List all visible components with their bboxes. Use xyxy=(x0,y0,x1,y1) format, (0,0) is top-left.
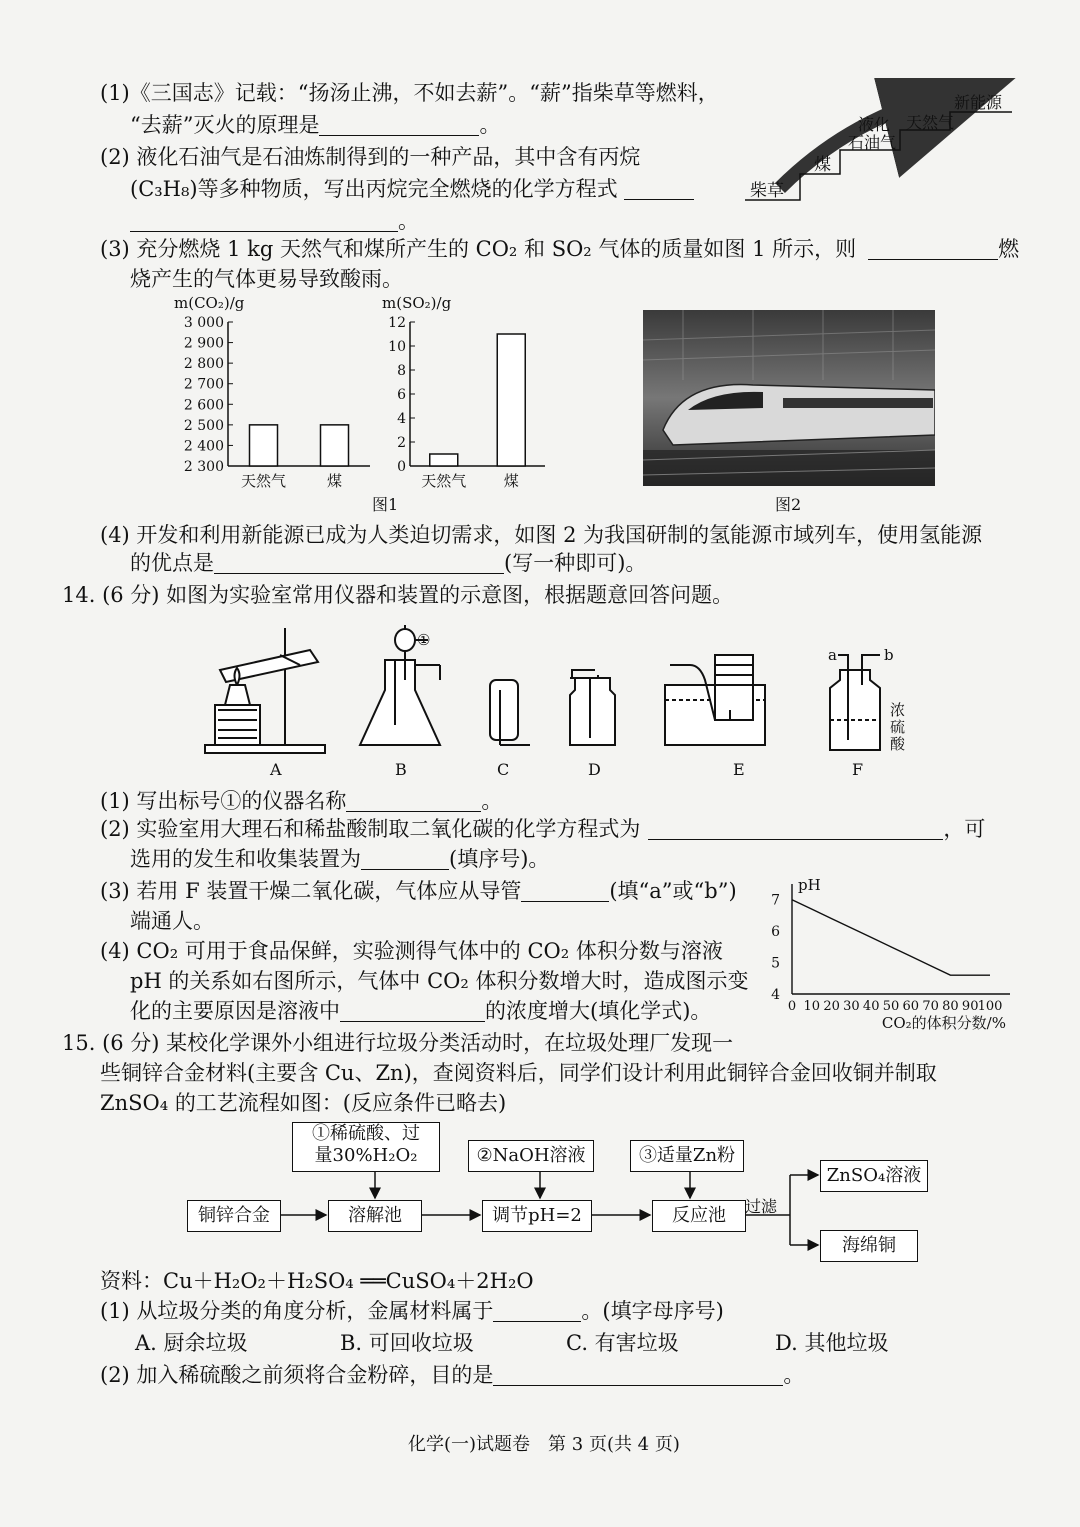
step-alloy: 铜锌合金 xyxy=(187,1200,281,1232)
q14-p3-line2: 端通人。 xyxy=(130,909,214,933)
option-a[interactable]: A. 厨余垃圾 xyxy=(135,1331,248,1355)
q13-p1-line1: (1)《三国志》记载：“扬汤止沸，不如去薪”。“薪”指柴草等燃料， xyxy=(100,81,719,105)
x-tick-label: 30 xyxy=(843,999,860,1014)
y-tick-label: 2 900 xyxy=(183,335,224,352)
y-tick-label: 6 xyxy=(771,924,780,941)
answer-blank-15-2[interactable] xyxy=(493,1363,783,1386)
q13-p3-text: (3) 充分燃烧 1 kg 天然气和煤所产生的 CO₂ 和 SO₂ 气体的质量如图 1 所示，则 xyxy=(100,237,857,261)
train-body xyxy=(663,385,935,445)
y-tick-label: 2 500 xyxy=(183,417,224,434)
label-f: F xyxy=(852,760,864,779)
option-c[interactable]: C. 有害垃圾 xyxy=(566,1331,679,1355)
acid-2: 硫 xyxy=(890,718,906,736)
q14-p2-line1 xyxy=(100,814,985,844)
q14-p1-text: (1) 写出标号①的仪器名称 xyxy=(100,789,347,813)
mark-1: ① xyxy=(417,631,431,649)
answer-blank-13-4[interactable] xyxy=(214,551,504,574)
y-axis-label: pH xyxy=(798,876,821,894)
y-tick-label: 7 xyxy=(771,892,780,909)
step-reactor: 反应池 xyxy=(652,1200,746,1232)
q14-p2-text2: 选用的发生和收集装置为 xyxy=(130,847,361,871)
x-tick-label: 天然气 xyxy=(240,472,287,490)
answer-blank-14-2a[interactable] xyxy=(648,817,943,840)
bar xyxy=(250,425,278,466)
q14-p2-line2 xyxy=(130,844,549,874)
label-d: D xyxy=(588,760,601,779)
q15-info: 资料：Cu＋H₂O₂＋H₂SO₄ ══CuSO₄＋2H₂O xyxy=(100,1269,534,1293)
step-gas: 天然气 xyxy=(906,113,955,132)
q14-head: 14. (6 分) 如图为实验室常用仪器和装置的示意图，根据题意回答问题。 xyxy=(62,583,734,607)
q15-head-2: 些铜锌合金材料(主要含 Cu、Zn)，查阅资料后，同学们设计利用此铜锌合金回收铜并制取 xyxy=(100,1061,937,1085)
answer-blank-14-1[interactable] xyxy=(346,789,481,812)
reagent-1-box xyxy=(292,1122,440,1172)
page-footer: 化学(一)试题卷 第 3 页(共 4 页) xyxy=(408,1434,680,1455)
product-znso4: ZnSO₄溶液 xyxy=(820,1160,928,1192)
y-tick-label: 2 800 xyxy=(183,356,224,373)
answer-blank-13-3[interactable] xyxy=(868,237,998,260)
answer-blank-14-2b[interactable] xyxy=(361,847,449,870)
q14-p2-tail: ，可 xyxy=(943,817,986,841)
q14-p4-end: 的浓度增大(填化学式)。 xyxy=(485,999,712,1023)
q15-p1 xyxy=(100,1296,724,1326)
reagent-2-box: ②NaOH溶液 xyxy=(468,1140,594,1172)
label-c: C xyxy=(497,760,510,779)
q13-p2-text: (C₃H₈)等多种物质，写出丙烷完全燃烧的化学方程式 xyxy=(130,177,618,201)
q14-p3-text: (3) 若用 F 装置干燥二氧化碳，气体应从导管 xyxy=(100,879,522,903)
fig2-caption: 图2 xyxy=(775,495,802,514)
q14-p4-text: 化的主要原因是溶液中 xyxy=(130,999,340,1023)
y-axis-label: m(CO₂)/g xyxy=(174,294,245,312)
apparatus-e xyxy=(665,655,765,745)
x-tick-label: 50 xyxy=(882,999,900,1014)
filter-label: 过滤 xyxy=(745,1197,778,1216)
x-tick-label: 80 xyxy=(942,999,959,1014)
q14-p4-line3 xyxy=(130,996,711,1026)
chart-ph xyxy=(758,870,1028,1035)
x-tick-label: 90 xyxy=(961,999,979,1014)
q15-head-3: ZnSO₄ 的工艺流程如图：(反应条件已略去) xyxy=(100,1091,507,1115)
y-tick-label: 4 xyxy=(397,411,406,427)
q13-p4-end: (写一种即可)。 xyxy=(504,551,647,575)
answer-blank-15-1[interactable] xyxy=(493,1299,581,1322)
reagent-3-box: ③适量Zn粉 xyxy=(630,1140,744,1172)
q13-p2-end: 。 xyxy=(398,209,419,233)
bar xyxy=(321,425,349,466)
y-tick-label: 3 000 xyxy=(183,315,224,331)
y-axis-label: m(SO₂)/g xyxy=(382,294,452,312)
q13-p2-line1: (2) 液化石油气是石油炼制得到的一种产品，其中含有丙烷 xyxy=(100,145,641,169)
x-tick-label: 0 xyxy=(787,999,797,1014)
apparatus-c xyxy=(490,680,530,745)
step-chaicao: 柴草 xyxy=(750,181,784,201)
y-tick-label: 2 400 xyxy=(183,438,224,455)
x-tick-label: 100 xyxy=(977,999,1003,1014)
q13-p2-line2 xyxy=(130,174,694,204)
y-tick-label: 6 xyxy=(397,387,406,403)
answer-blank-13-2b[interactable] xyxy=(130,209,398,232)
product-sponge-copper: 海绵铜 xyxy=(820,1230,918,1262)
q15-p2-text: (2) 加入稀硫酸之前须将合金粉碎，目的是 xyxy=(100,1363,494,1387)
fig1-caption: 图1 xyxy=(372,495,399,514)
q13-p4-line2 xyxy=(130,548,646,578)
answer-blank-13-2a[interactable] xyxy=(624,177,694,200)
q14-p1-end: 。 xyxy=(481,789,503,813)
label-b: B xyxy=(395,760,407,779)
label-e: E xyxy=(733,760,745,779)
step-new-energy: 新能源 xyxy=(954,93,1003,112)
q14-p2-end: (填序号)。 xyxy=(449,847,550,871)
answer-blank-14-3[interactable] xyxy=(521,879,609,902)
apparatus-a xyxy=(205,628,325,753)
q15-p2-end: 。 xyxy=(783,1363,805,1387)
option-b[interactable]: B. 可回收垃圾 xyxy=(340,1331,474,1355)
energy-staircase xyxy=(740,78,1020,208)
q13-p4-line1: (4) 开发和利用新能源已成为人类迫切需求，如图 2 为我国研制的氢能源市域列车，使用氢能源 xyxy=(100,523,983,547)
y-tick-label: 5 xyxy=(771,955,780,972)
q13-p3-line2: 烧产生的气体更易导致酸雨。 xyxy=(130,267,403,291)
q15-p1-end: 。(填字母序号) xyxy=(581,1299,724,1323)
chart-co2 xyxy=(170,290,390,490)
answer-blank-14-4[interactable] xyxy=(340,999,485,1022)
hydrogen-train-photo xyxy=(643,310,935,486)
apparatus-d xyxy=(570,670,615,745)
acid-1: 浓 xyxy=(890,701,906,719)
q13-p2-line3 xyxy=(130,206,419,236)
y-tick-label: 12 xyxy=(388,315,406,331)
x-tick-label: 煤 xyxy=(326,472,343,490)
y-tick-label: 8 xyxy=(397,363,406,379)
q14-p4-line2: pH 的关系如右图所示，气体中 CO₂ 体积分数增大时，造成图示变 xyxy=(130,969,749,993)
q13-p4-text: 的优点是 xyxy=(130,551,214,575)
q14-p4-line1: (4) CO₂ 可用于食品保鲜，实验测得气体中的 CO₂ 体积分数与溶液 xyxy=(100,939,723,963)
y-tick-label: 10 xyxy=(388,339,406,355)
q13-p1-line2 xyxy=(130,110,500,140)
y-tick-label: 2 600 xyxy=(183,397,224,414)
x-tick-label: 70 xyxy=(922,999,939,1014)
y-tick-label: 2 300 xyxy=(183,459,224,475)
q14-p1 xyxy=(100,786,502,816)
x-tick-label: 60 xyxy=(902,999,920,1014)
q13-p3-tail: 燃 xyxy=(998,237,1020,261)
answer-blank-13-1[interactable] xyxy=(319,113,479,136)
q15-p1-text: (1) 从垃圾分类的角度分析，金属材料属于 xyxy=(100,1299,494,1323)
bar xyxy=(497,334,525,466)
x-tick-label: 20 xyxy=(823,999,840,1014)
x-tick-label: 天然气 xyxy=(421,472,467,490)
apparatus-f xyxy=(830,655,880,750)
ph-curve xyxy=(792,900,990,975)
x-tick-label: 40 xyxy=(862,999,880,1014)
step-coal: 煤 xyxy=(814,155,831,175)
tube-a-label: a xyxy=(828,646,837,664)
step-lpg-1: 液化 xyxy=(858,115,891,134)
q13-p1-text: “去薪”灭火的原理是 xyxy=(130,113,320,137)
q14-p3-tail: (填“a”或“b”) xyxy=(609,879,737,903)
x-tick-label: 10 xyxy=(803,999,821,1014)
option-d[interactable]: D. 其他垃圾 xyxy=(775,1331,889,1355)
label-a: A xyxy=(270,760,282,779)
x-tick-label: 煤 xyxy=(503,472,519,490)
acid-3: 酸 xyxy=(890,735,906,753)
reagent-1-line2: 量30%H₂O₂ xyxy=(314,1145,418,1166)
step-dissolve: 溶解池 xyxy=(328,1200,422,1232)
bar xyxy=(430,454,458,466)
y-tick-label: 2 700 xyxy=(183,376,224,393)
tube-b-label: b xyxy=(884,646,894,664)
apparatus-figure xyxy=(200,620,940,785)
y-tick-label: 0 xyxy=(397,459,406,475)
q14-p2-text: (2) 实验室用大理石和稀盐酸制取二氧化碳的化学方程式为 xyxy=(100,817,641,841)
step-adjust-ph: 调节pH=2 xyxy=(482,1200,592,1232)
q14-p3-line1 xyxy=(100,876,737,906)
chart-so2 xyxy=(380,290,560,490)
q15-head-1: 15. (6 分) 某校化学课外小组进行垃圾分类活动时，在垃圾处理厂发现一 xyxy=(62,1031,734,1055)
step-lpg-2: 石油气 xyxy=(848,133,897,152)
y-tick-label: 4 xyxy=(771,987,780,1003)
y-tick-label: 2 xyxy=(397,435,406,451)
x-axis-label: CO₂的体积分数/% xyxy=(881,1014,1006,1032)
q15-p2 xyxy=(100,1360,804,1390)
q13-p1-end: 。 xyxy=(479,113,501,137)
reagent-1-line1: ①稀硫酸、过 xyxy=(312,1123,420,1144)
q13-p3-line1 xyxy=(100,234,1019,264)
